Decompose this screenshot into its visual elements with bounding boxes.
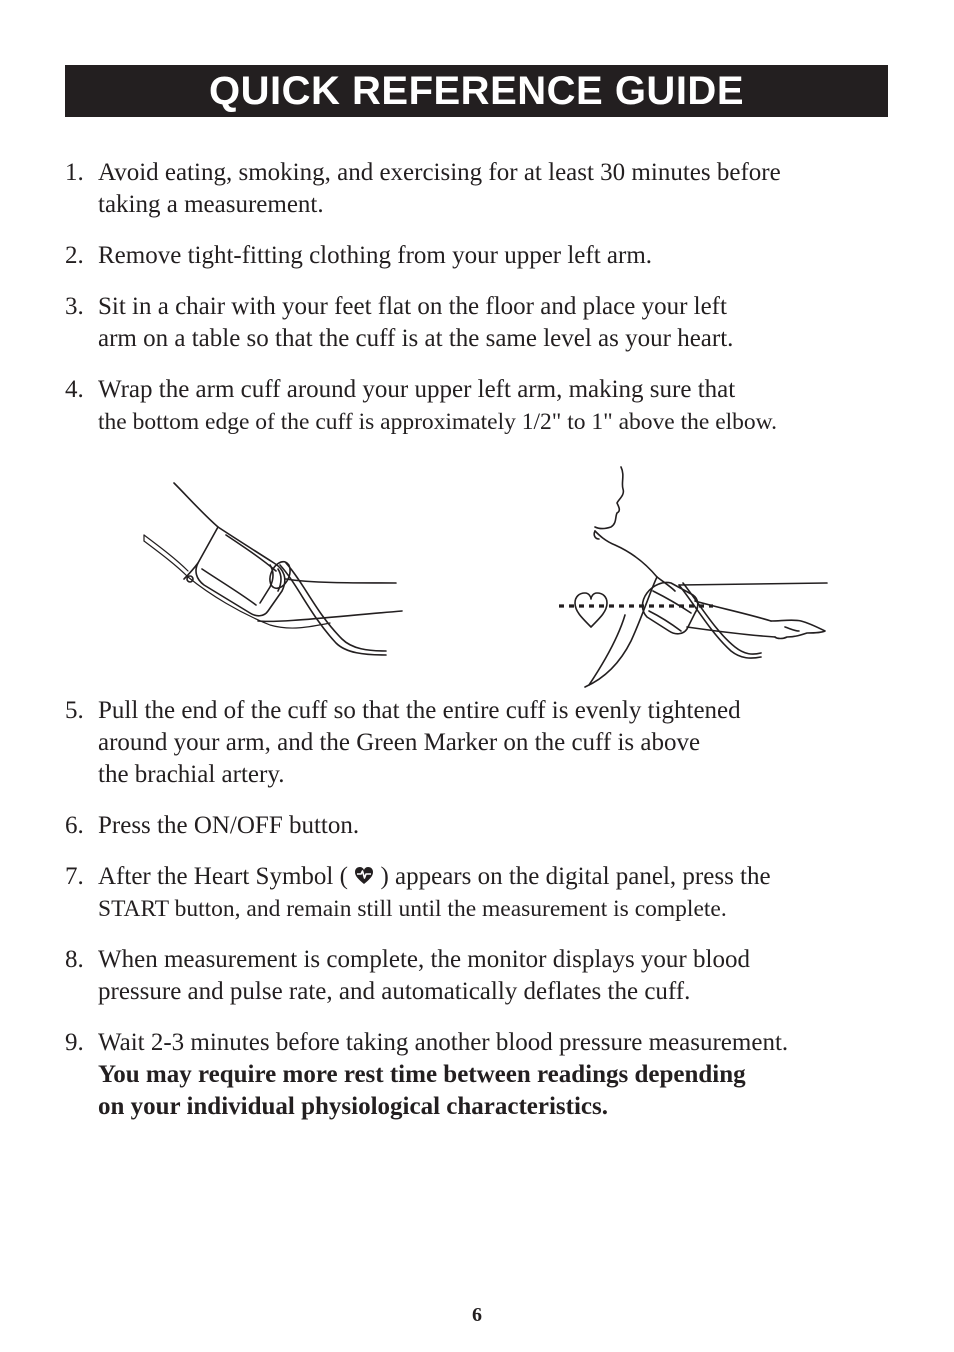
step-9 <box>65 1027 885 1123</box>
step-text: After the Heart Symbol ( <box>98 863 355 890</box>
step-5 <box>65 695 885 791</box>
step-text: When measurement is complete, the monitor displays your blood <box>98 946 750 973</box>
step-number: 8. <box>65 946 84 973</box>
arm-cuff-closeup-illustration <box>140 475 410 665</box>
cuff-at-heart-level-illustration <box>555 465 835 690</box>
step-text: pressure and pulse rate, and automatically deflates the cuff. <box>98 978 691 1005</box>
step-text: Sit in a chair with your feet flat on the floor and place your left <box>98 293 727 320</box>
step-number: 7. <box>65 863 84 890</box>
step-text: START button, and remain still until the measurement is complete. <box>98 896 727 922</box>
step-text: the bottom edge of the cuff is approximately 1/2" to 1" above the elbow. <box>98 409 777 435</box>
step-text: taking a measurement. <box>98 191 324 218</box>
step-bold-note: on your individual physiological characteristics. <box>98 1093 608 1120</box>
step-1 <box>65 157 885 221</box>
step-3 <box>65 291 885 355</box>
step-number: 3. <box>65 293 84 320</box>
page-number: 6 <box>472 1304 482 1326</box>
step-8 <box>65 944 885 1008</box>
step-number: 5. <box>65 697 84 724</box>
step-text: Avoid eating, smoking, and exercising for at least 30 minutes before <box>98 159 781 186</box>
step-number: 6. <box>65 812 84 839</box>
step-bold-note: You may require more rest time between readings depending <box>98 1061 746 1088</box>
step-text: ) appears on the digital panel, press the <box>374 863 771 890</box>
step-text: around your arm, and the Green Marker on the cuff is above <box>98 729 701 756</box>
step-text: arm on a table so that the cuff is at the same level as your heart. <box>98 325 734 352</box>
step-number: 1. <box>65 159 84 186</box>
step-text: Wait 2-3 minutes before taking another blood pressure measurement. <box>98 1029 789 1056</box>
step-text: Press the ON/OFF button. <box>98 812 360 839</box>
step-number: 4. <box>65 376 84 403</box>
heart-pulse-icon <box>354 866 374 886</box>
page-title: QUICK REFERENCE GUIDE <box>209 69 744 113</box>
step-text: Pull the end of the cuff so that the entire cuff is evenly tightened <box>98 697 741 724</box>
step-4 <box>65 374 885 438</box>
step-6 <box>65 810 885 842</box>
step-text: Remove tight-fitting clothing from your upper left arm. <box>98 242 653 269</box>
step-text: Wrap the arm cuff around your upper left arm, making sure that <box>98 376 736 403</box>
step-text-line <box>98 861 885 893</box>
step-text: the brachial artery. <box>98 761 285 788</box>
step-7 <box>65 861 885 925</box>
title-bar <box>65 65 888 117</box>
step-number: 9. <box>65 1029 84 1056</box>
step-2 <box>65 240 885 272</box>
step-number: 2. <box>65 242 84 269</box>
